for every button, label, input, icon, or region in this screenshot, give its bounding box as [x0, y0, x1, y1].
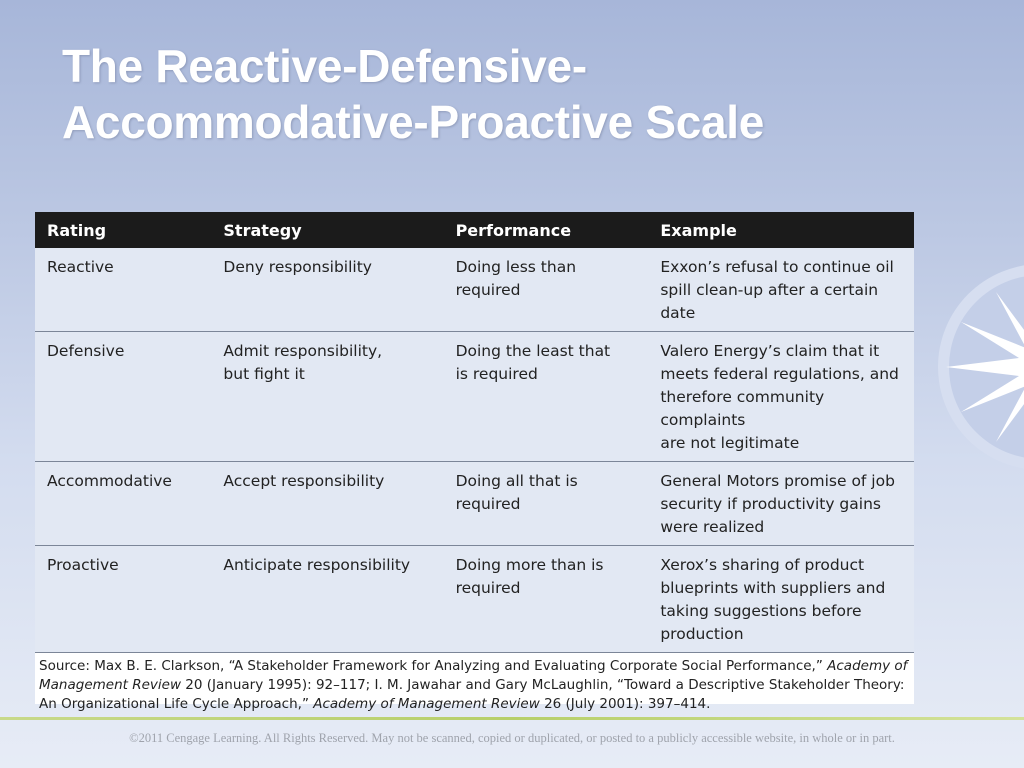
header-rating: Rating	[35, 212, 211, 248]
citation-journal: Management Review	[39, 677, 181, 693]
cell-line: Accept responsibility	[223, 472, 385, 490]
cell-line: Doing the least that	[455, 342, 611, 360]
cell-rating: Proactive	[35, 546, 211, 653]
cell-rating: Reactive	[35, 248, 211, 332]
cell-line: Doing less than	[455, 258, 577, 276]
table-header-row	[35, 212, 914, 248]
cell-line: are not legitimate	[660, 434, 800, 452]
citation-text: An Organizational Life Cycle Approach,”	[39, 696, 314, 712]
cell-line: Admit responsibility,	[223, 342, 383, 360]
cell-performance	[444, 248, 649, 332]
cell-line: Doing all that is	[455, 472, 578, 490]
starburst-decoration-icon	[936, 262, 1024, 472]
header-performance: Performance	[444, 212, 649, 248]
cell-line: Exxon’s refusal to continue oil	[660, 258, 894, 276]
cell-strategy	[211, 546, 443, 653]
header-example: Example	[648, 212, 914, 248]
cell-performance	[444, 546, 649, 653]
cell-strategy	[211, 248, 443, 332]
copyright-footer: ©2011 Cengage Learning. All Rights Reserved. May not be scanned, copied or duplicated, or posted to a publicly accessible website, in whole or in part.	[129, 731, 895, 745]
citation-text: Source: Max B. E. Clarkson, “A Stakeholder Framework for Analyzing and Evaluating Corporate Social Performance,”	[39, 658, 828, 674]
cell-example	[648, 332, 914, 462]
table-row-defensive	[35, 332, 914, 462]
citation-journal: Academy of	[827, 658, 908, 674]
title-line-2: Accommodative-Proactive Scale	[62, 96, 765, 148]
title-line-1: The Reactive-Defensive-	[62, 40, 587, 92]
cell-line: required	[455, 495, 521, 513]
cell-line: spill clean-up after a certain date	[660, 281, 879, 322]
table-row-reactive	[35, 248, 914, 332]
cell-line: General Motors promise of job	[660, 472, 895, 490]
table-source-citation	[35, 653, 914, 714]
responsibility-scale-table-card	[35, 212, 914, 712]
cell-line: is required	[455, 365, 538, 383]
cell-line: Doing more than is	[455, 556, 604, 574]
cell-strategy	[211, 332, 443, 462]
cell-line: security if productivity gains	[660, 495, 881, 513]
cell-line: but fight it	[223, 365, 305, 383]
cell-performance	[444, 332, 649, 462]
citation-text: 20 (January 1995): 92–117; I. M. Jawahar and Gary McLaughlin, “Toward a Descriptive Stakeholder Theory:	[181, 677, 905, 693]
cell-line: blueprints with suppliers and	[660, 579, 886, 597]
header-strategy: Strategy	[211, 212, 443, 248]
cell-line: required	[455, 579, 521, 597]
cell-line: therefore community complaints	[660, 388, 825, 429]
cell-example	[648, 248, 914, 332]
table-row-accommodative	[35, 462, 914, 546]
cell-rating: Defensive	[35, 332, 211, 462]
cell-example	[648, 546, 914, 653]
footer-divider	[0, 717, 1024, 720]
cell-strategy	[211, 462, 443, 546]
cell-line: required	[455, 281, 521, 299]
cell-line: production	[660, 625, 744, 643]
cell-line: meets federal regulations, and	[660, 365, 899, 383]
cell-rating: Accommodative	[35, 462, 211, 546]
citation-text: 26 (July 2001): 397–414.	[539, 696, 711, 712]
cell-line: were realized	[660, 518, 765, 536]
citation-journal: Academy of Management Review	[313, 696, 540, 712]
responsibility-scale-table	[35, 212, 914, 653]
table-row-proactive	[35, 546, 914, 653]
cell-performance	[444, 462, 649, 546]
cell-line: Anticipate responsibility	[223, 556, 411, 574]
cell-line: taking suggestions before	[660, 602, 862, 620]
cell-example	[648, 462, 914, 546]
cell-line: Valero Energy’s claim that it	[660, 342, 880, 360]
slide-title	[62, 38, 962, 150]
cell-line: Xerox’s sharing of product	[660, 556, 865, 574]
cell-line: Deny responsibility	[223, 258, 372, 276]
